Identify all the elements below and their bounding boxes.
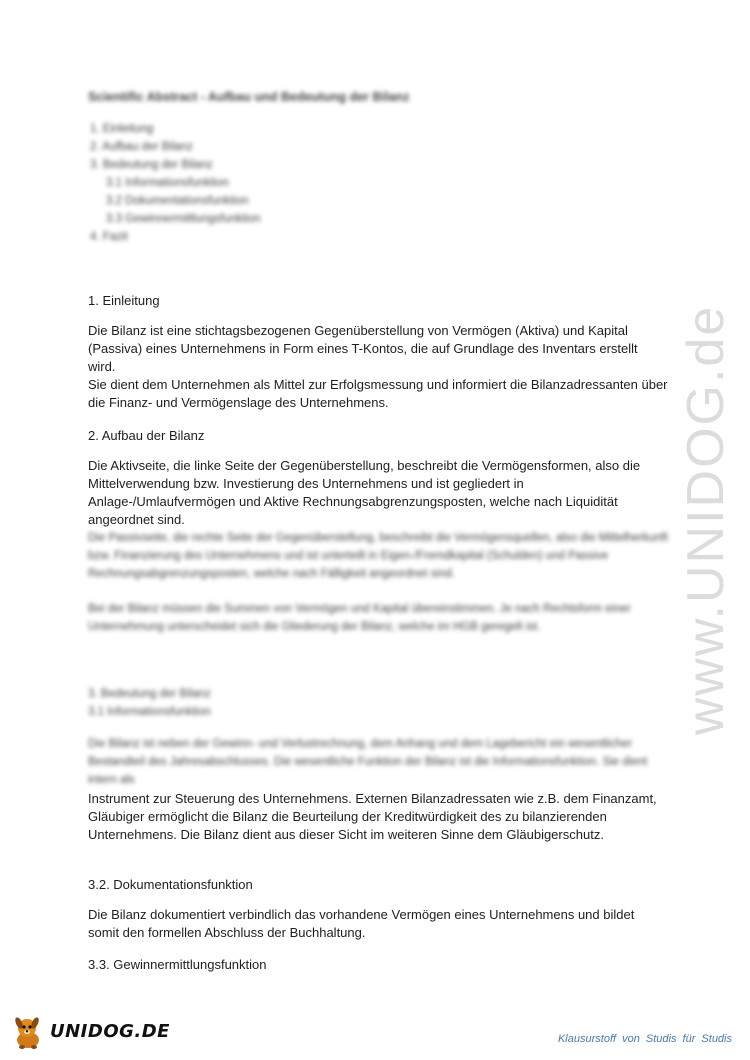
- paragraph: Die Bilanz ist neben der Gewinn- und Verlustrechnung, dem Anhang und dem Lagebericht ein wesentlicher Bestandteil des Jahresabschlusses. Die wesentliche Funktion der Bilanz ist die Informationsfunktion. Sie dient intern als: [88, 738, 648, 786]
- paragraph: Sie dient dem Unternehmen als Mittel zur Erfolgsmessung und informiert die Bilanzadressanten über die Finanz- und Vermögenslage des Unternehmens.: [88, 377, 668, 410]
- paragraph: Die Aktivseite, die linke Seite der Gegenüberstellung, beschreibt die Vermögensformen, also die Mittelverwendung bzw. Investierung des Unternehmens und ist gegliedert in Anlage-/Umlaufvermögen und Aktive Rechnungsabgrenzungsposten, welche nach Liquidität angeordnet sind.: [88, 458, 641, 527]
- paragraph: Die Bilanz dokumentiert verbindlich das vorhandene Vermögen eines Unternehmens und bildet somit den formellen Abschluss der Buchhaltung.: [88, 907, 635, 940]
- toc-item: 3. Bedeutung der Bilanz: [90, 159, 213, 171]
- paragraph: Die Passivseite, die rechte Seite der Gegenüberstellung, beschreibt die Vermögensquellen, also die Mittelherkunft bzw. Finanzierung des Unternehmens und ist unterteilt in Eigen-/Fremdkapital (Schulden) und Passive Rechnungsabgrenzungsposten, welche nach Fälligkeit angeordnet sind.: [88, 532, 668, 580]
- paragraph: Die Bilanz ist eine stichtagsbezogenen Gegenüberstellung von Vermögen (Aktiva) und Kapital (Passiva) eines Unternehmens in Form eines T-Kontos, die auf Grundlage des Inventars erstellt wird.: [88, 323, 638, 374]
- paragraph: Instrument zur Steuerung des Unternehmens. Externen Bilanzadressaten wie z.B. dem Finanzamt, Gläubiger ermöglicht die Bilanz die Beurteilung der Kreditwürdigkeit des zu bilanzierenden Unternehmens. Die Bilanz dient aus dieser Sicht im weiteren Sinne dem Gläubigerschutz.: [88, 791, 657, 842]
- section-heading: 3. Bedeutung der Bilanz: [88, 688, 211, 700]
- dog-mascot-icon: [8, 1012, 48, 1052]
- watermark: www.UNIDOG.de: [677, 304, 735, 736]
- subsection-heading: 3.1 Informationsfunktion: [88, 706, 211, 718]
- section-heading: 2. Aufbau der Bilanz: [88, 428, 205, 443]
- table-of-contents: [90, 120, 261, 246]
- toc-item: 1. Einleitung: [90, 123, 154, 135]
- subsection-heading: 3.2. Dokumentationsfunktion: [88, 877, 253, 892]
- toc-item: 3.3 Gewinnermittlungsfunktion: [106, 213, 261, 225]
- subsection-heading: 3.3. Gewinnermittlungsfunktion: [88, 957, 267, 972]
- logo-text: UNIDOG.DE: [50, 1021, 170, 1042]
- section-heading: 1. Einleitung: [88, 293, 160, 308]
- toc-item: 3.2 Dokumentationsfunktion: [106, 195, 249, 207]
- footer-slogan: Klausurstoff von Studis für Studis: [557, 1033, 732, 1045]
- paragraph: Bei der Bilanz müssen die Summen von Vermögen und Kapital übereinstimmen. Je nach Rechtsform einer Unternehmung unterscheidet sich die Gliederung der Bilanz, welche im HGB geregelt ist.: [88, 603, 631, 633]
- toc-item: 4. Fazit: [90, 231, 128, 243]
- unidog-logo: [8, 1010, 170, 1054]
- document-title: Scientific Abstract - Aufbau und Bedeutung der Bilanz: [88, 90, 410, 104]
- toc-item: 2. Aufbau der Bilanz: [90, 141, 193, 153]
- toc-item: 3.1 Informationsfunktion: [106, 177, 229, 189]
